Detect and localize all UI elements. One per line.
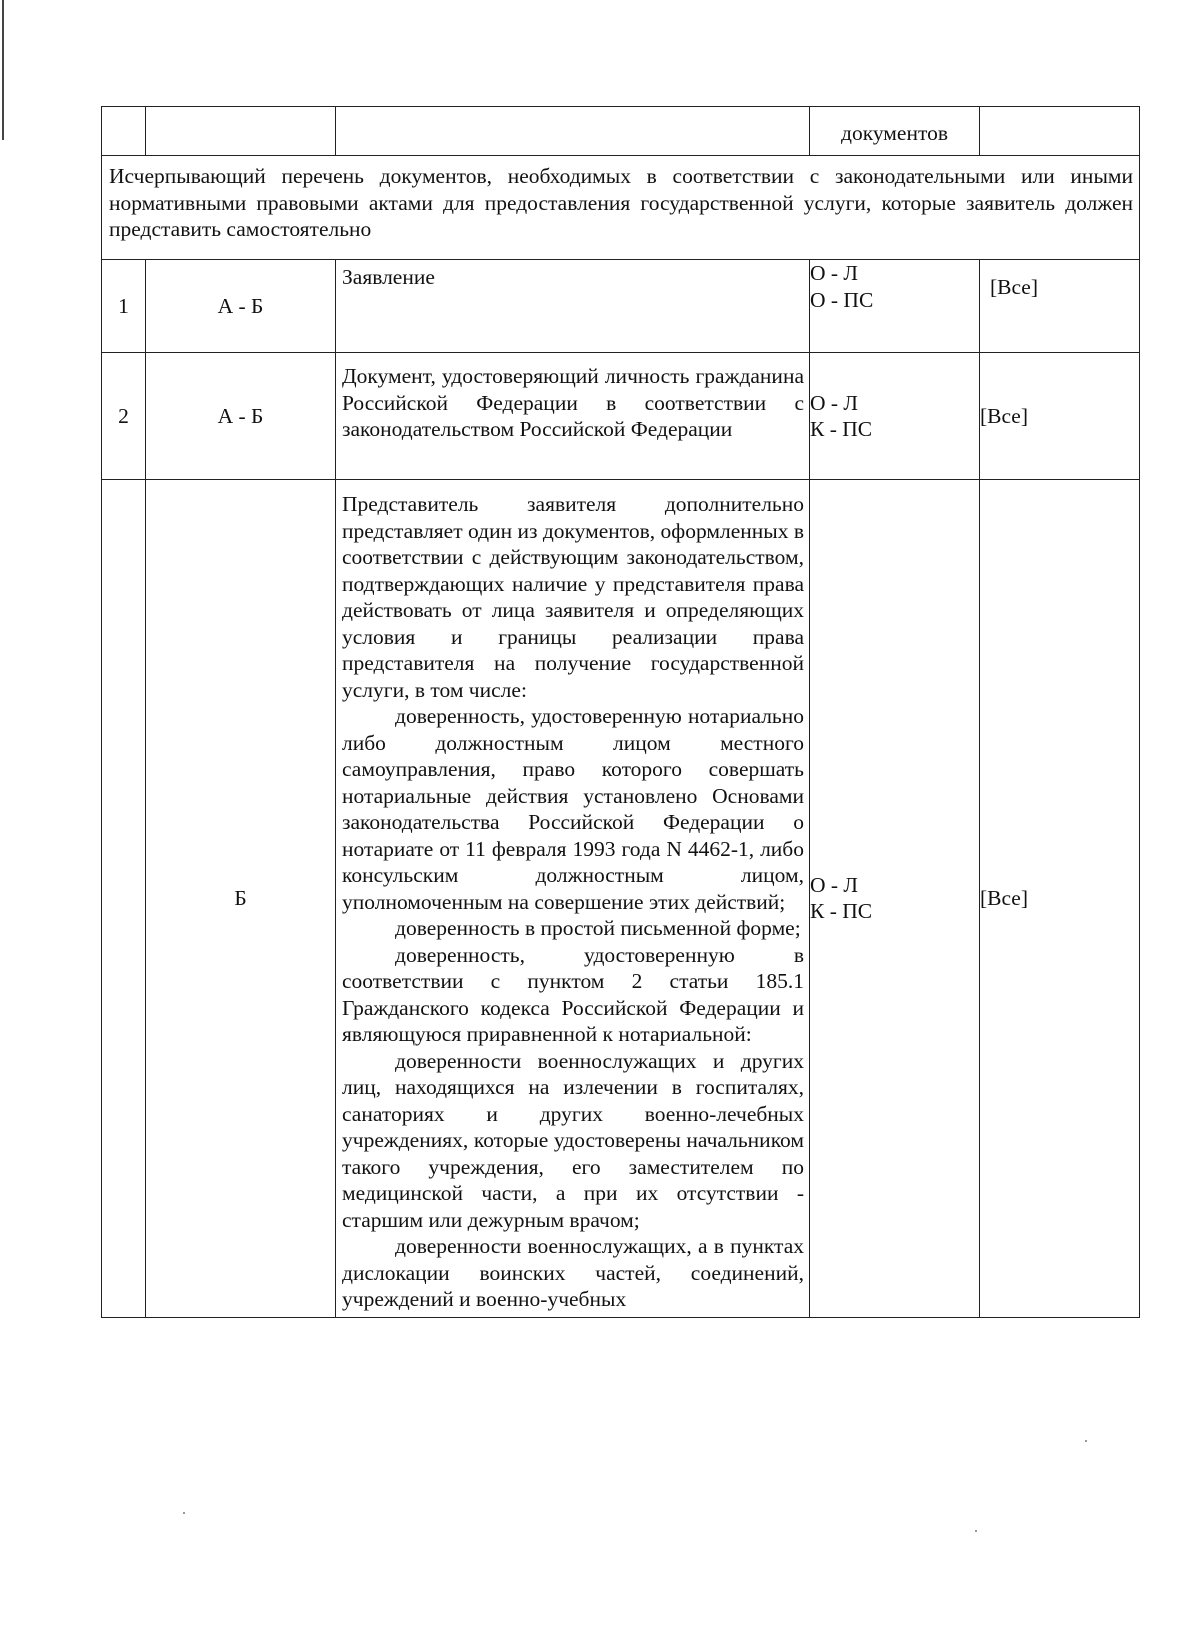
header-cell-category xyxy=(146,107,336,156)
header-cell-codes: документов xyxy=(810,107,980,156)
document-paragraph: доверенности военнослужащих и других лиц, находящихся на излечении в госпиталях, санаториях и других военно-лечебных учреждениях, которые удостоверены начальником такого учреждения, его заместителем по медицинской части, а при их отсутствии - старшим или дежурным врачом; xyxy=(342,1048,804,1232)
header-cell-num xyxy=(102,107,146,156)
scan-speck xyxy=(1085,1440,1087,1442)
row-number: 2 xyxy=(102,353,146,480)
table-row xyxy=(102,260,1140,353)
row-document: Заявление xyxy=(342,265,435,289)
row-codes xyxy=(810,480,980,1318)
row-number xyxy=(102,480,146,1318)
row-document xyxy=(336,480,809,1317)
row-number: 1 xyxy=(102,260,146,353)
row-document-cell xyxy=(336,260,810,353)
table-row xyxy=(102,353,1140,480)
document-paragraph: доверенность в простой письменной форме; xyxy=(395,916,801,940)
row-codes xyxy=(810,353,980,480)
document-paragraph: доверенности военнослужащих, а в пунктах дислокации воинских частей, соединений, учреждений и военно-учебных xyxy=(342,1234,804,1311)
row-code: О - ПС xyxy=(810,287,874,312)
table-header-row xyxy=(102,107,1140,156)
scan-speck xyxy=(183,1512,185,1514)
row-document-cell xyxy=(336,353,810,480)
header-cell-scope xyxy=(980,107,1140,156)
row-code: К - ПС xyxy=(810,417,873,441)
table-row xyxy=(102,480,1140,1318)
section-title-cell xyxy=(102,156,1140,260)
row-code: О - Л xyxy=(810,390,859,415)
row-document-cell xyxy=(336,480,810,1318)
row-category: А - Б xyxy=(146,260,336,353)
scan-speck xyxy=(975,1530,977,1532)
row-code: К - ПС xyxy=(810,899,873,924)
header-cell-document xyxy=(336,107,810,156)
section-row xyxy=(102,156,1140,260)
document-paragraph: доверенность, удостоверенную нотариально либо должностным лицом местного самоуправления, право которого совершать нотариальные действия установлено Основами законодательства Российской Федерации о нотариате от 11 февраля 1993 года N 4462-1, либо консульским должностным лицом, уполномоченным на совершение этих действий; xyxy=(342,704,804,914)
row-code: О - Л xyxy=(810,261,859,285)
row-code: О - Л xyxy=(810,872,859,897)
page-edge-mark xyxy=(2,0,4,140)
document-paragraph: доверенность, удостоверенную в соответствии с пунктом 2 статьи 185.1 Гражданского кодекса Российской Федерации и являющуюся приравненной к нотариальной: xyxy=(342,942,804,1046)
row-scope: [Все] xyxy=(980,480,1140,1318)
row-scope: [Все] xyxy=(980,353,1140,480)
row-codes xyxy=(810,260,980,353)
document-paragraph: Представитель заявителя дополнительно представляет один из документов, оформленных в соответствии с действующим законодательством, подтверждающих наличие у представителя права действовать от лица заявителя и определяющих условия и границы реализации права представителя на получение государственной услуги, в том числе: xyxy=(342,492,805,702)
documents-table xyxy=(101,106,1140,1318)
row-category: А - Б xyxy=(146,353,336,480)
row-document: Документ, удостоверяющий личность гражданина Российской Федерации в соответствии с законодательством Российской Федерации xyxy=(342,364,804,441)
section-title: Исчерпывающий перечень документов, необходимых в соответствии с законодательными или иными нормативными правовыми актами для предоставления государственной услуги, которые заявитель должен представить самостоятельно xyxy=(109,164,1133,241)
row-scope: [Все] xyxy=(980,260,1140,353)
row-category: Б xyxy=(146,480,336,1318)
